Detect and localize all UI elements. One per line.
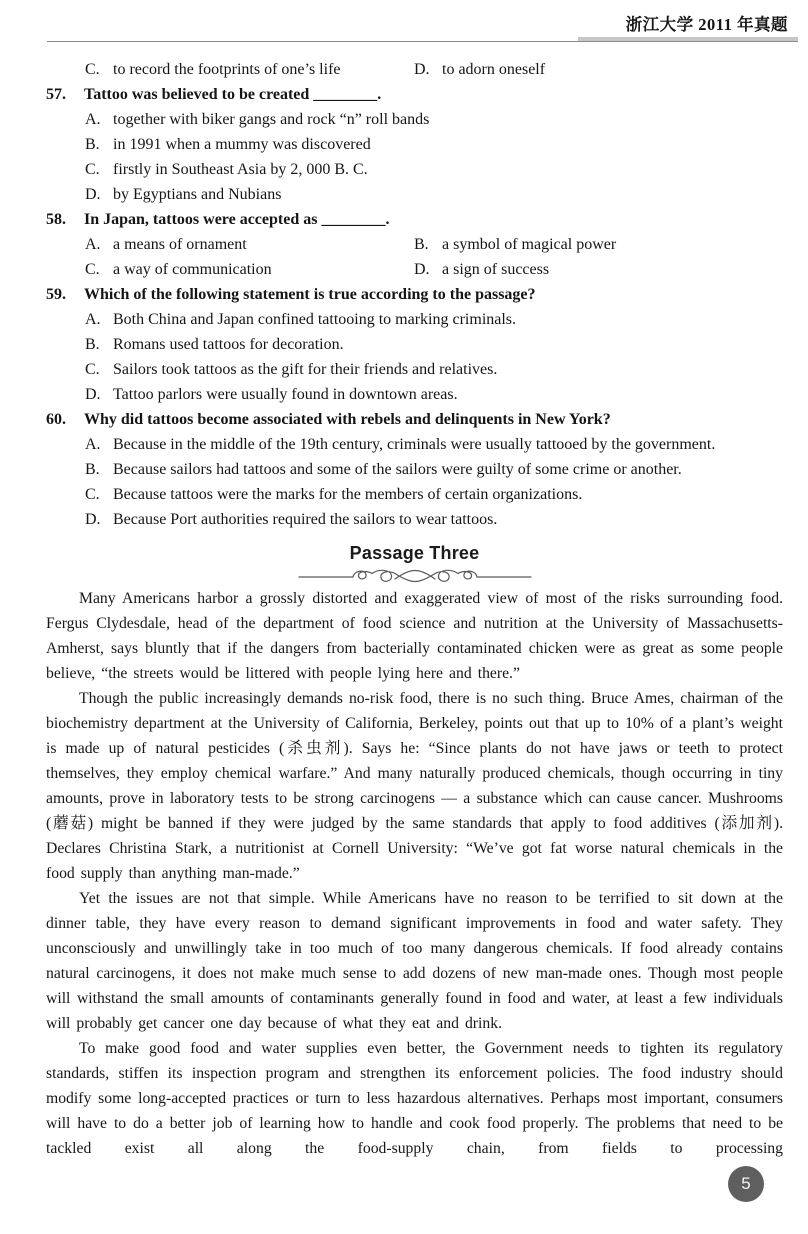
- passage-paragraph-2: Though the public increasingly demands no-risk food, there is no such thing. Bruce Ames, chairman of the biochemistry department at the University of California, Berkeley, points out that up to 10% of a plant’s weight is made up of natural pesticides (杀虫剂). Says he: “Since plants do not have jaws or teeth to protect themselves, they employ chemical warfare.” And many naturally produced chemicals, though occurring in tiny amounts, prove in laboratory tests to be strong carcinogens — a substance which can cause cancer. Mushrooms (蘑菇) might be banned if they were judged by the same standards that apply to food additives (添加剂). Declares Christina Stark, a nutritionist at Cornell University: “We’ve got fat worse natural chemicals in the food supply than anything man-made.”: [46, 690, 783, 882]
- option-text: Sailors took tattoos as the gift for their friends and relatives.: [113, 361, 498, 378]
- option-label: D.: [85, 186, 101, 203]
- question-59: [46, 282, 783, 407]
- question-stem-text: Which of the following statement is true according to the passage?: [84, 286, 536, 303]
- passage-paragraph-1: Many Americans harbor a grossly distorted and exaggerated view of most of the risks surrounding food. Fergus Clydesdale, head of the department of food science and nutrition at the University of Massachusetts-Amherst, says bluntly that if the dangers from bacterially contaminated chicken were as great as some people believe, “the streets would be littered with people lying here and there.”: [46, 590, 783, 682]
- question-number: 58.: [46, 211, 66, 228]
- option-text: to adorn oneself: [442, 61, 546, 78]
- option-label: D.: [85, 386, 101, 403]
- option-label: B.: [85, 336, 100, 353]
- option-text: a symbol of magical power: [442, 236, 617, 253]
- header-rule: [47, 41, 798, 42]
- divider-flourish-icon: [296, 566, 534, 586]
- option-text: Romans used tattoos for decoration.: [113, 336, 344, 353]
- option-text: in 1991 when a mummy was discovered: [113, 136, 371, 153]
- option-label: D.: [414, 61, 430, 78]
- option-text: Both China and Japan confined tattooing to marking criminals.: [113, 311, 517, 328]
- option-c: [85, 357, 783, 382]
- question-number: 59.: [46, 286, 66, 303]
- question-number: 57.: [46, 86, 66, 103]
- option-text: a means of ornament: [113, 236, 247, 253]
- option-d: [85, 382, 783, 407]
- question-stem: [46, 82, 783, 107]
- option-text: a way of communication: [113, 261, 272, 278]
- option-b: [85, 132, 783, 157]
- option-list: [46, 107, 783, 207]
- passage-title: Passage Three: [349, 543, 480, 563]
- question-57: [46, 82, 783, 207]
- option-label: D.: [85, 511, 101, 528]
- option-d: [85, 507, 783, 532]
- question-stem: [46, 407, 783, 432]
- option-c: [85, 257, 414, 282]
- page-number-badge: 5: [728, 1166, 764, 1202]
- option-row: [46, 57, 783, 82]
- question-stem: [46, 282, 783, 307]
- option-text: to record the footprints of one’s life: [113, 61, 341, 78]
- passage-paragraph-3: Yet the issues are not that simple. While Americans have no reason to be terrified to sit down at the dinner table, they have every reason to demand significant improvements in food and water safety. They unconsciously and unwillingly take in too much of too many dangerous chemicals. If food already contains natural carcinogens, it does not make much sense to add dozens of new man-made ones. Though most people will withstand the small amounts of contaminants generally found in food and water, at least a few individuals will probably get cancer one day because of what they eat and drink.: [46, 890, 783, 1032]
- option-label: B.: [85, 461, 100, 478]
- question-stem-text: In Japan, tattoos were accepted as ________.: [84, 211, 390, 228]
- option-list: [46, 232, 783, 282]
- option-d: [414, 257, 783, 282]
- option-label: B.: [85, 136, 100, 153]
- passage-paragraph-4: To make good food and water supplies even better, the Government needs to tighten its regulatory standards, stiffen its inspection program and strengthen its enforcement policies. The food industry should modify some long-accepted practices or turn to less hazardous alternatives. Perhaps most important, consumers will have to do a better job of learning how to handle and cook food properly. The problems that need to be tackled exist all along the food-supply chain, from fields to processing: [46, 1040, 783, 1157]
- question-stem: [46, 207, 783, 232]
- option-c: [85, 482, 783, 507]
- option-c: [85, 157, 783, 182]
- option-label: A.: [85, 236, 101, 253]
- option-label: A.: [85, 111, 101, 128]
- option-label: C.: [85, 61, 100, 78]
- option-list: [46, 432, 783, 532]
- option-text: Because sailors had tattoos and some of the sailors were guilty of some crime or another.: [113, 461, 682, 478]
- question-stem-text: Why did tattoos become associated with rebels and delinquents in New York?: [84, 411, 611, 428]
- question-60: [46, 407, 783, 532]
- option-label: B.: [414, 236, 429, 253]
- option-label: A.: [85, 311, 101, 328]
- option-b: [85, 457, 783, 482]
- option-label: C.: [85, 261, 100, 278]
- content: [46, 57, 783, 1161]
- option-a: [85, 107, 783, 132]
- option-label: C.: [85, 361, 100, 378]
- option-label: A.: [85, 436, 101, 453]
- option-text: Tattoo parlors were usually found in downtown areas.: [113, 386, 458, 403]
- option-label: C.: [85, 161, 100, 178]
- option-a: [85, 432, 783, 457]
- option-text: a sign of success: [442, 261, 550, 278]
- option-label: D.: [414, 261, 430, 278]
- option-a: [85, 232, 414, 257]
- question-58: [46, 207, 783, 282]
- option-d: [85, 182, 783, 207]
- option-b: [414, 232, 783, 257]
- option-text: firstly in Southeast Asia by 2, 000 B. C.: [113, 161, 368, 178]
- option-d: [414, 57, 783, 82]
- option-list: [46, 307, 783, 407]
- passage-heading: [46, 541, 783, 586]
- question-number: 60.: [46, 411, 66, 428]
- option-text: Because in the middle of the 19th century, criminals were usually tattooed by the government.: [113, 436, 716, 453]
- option-text: together with biker gangs and rock “n” roll bands: [113, 111, 430, 128]
- header-title: 浙江大学 2011 年真题: [625, 15, 788, 34]
- option-text: by Egyptians and Nubians: [113, 186, 282, 203]
- option-b: [85, 332, 783, 357]
- option-c: [85, 57, 414, 82]
- option-a: [85, 307, 783, 332]
- question-stem-text: Tattoo was believed to be created ________.: [84, 86, 382, 103]
- option-label: C.: [85, 486, 100, 503]
- option-text: Because tattoos were the marks for the members of certain organizations.: [113, 486, 583, 503]
- option-text: Because Port authorities required the sailors to wear tattoos.: [113, 511, 498, 528]
